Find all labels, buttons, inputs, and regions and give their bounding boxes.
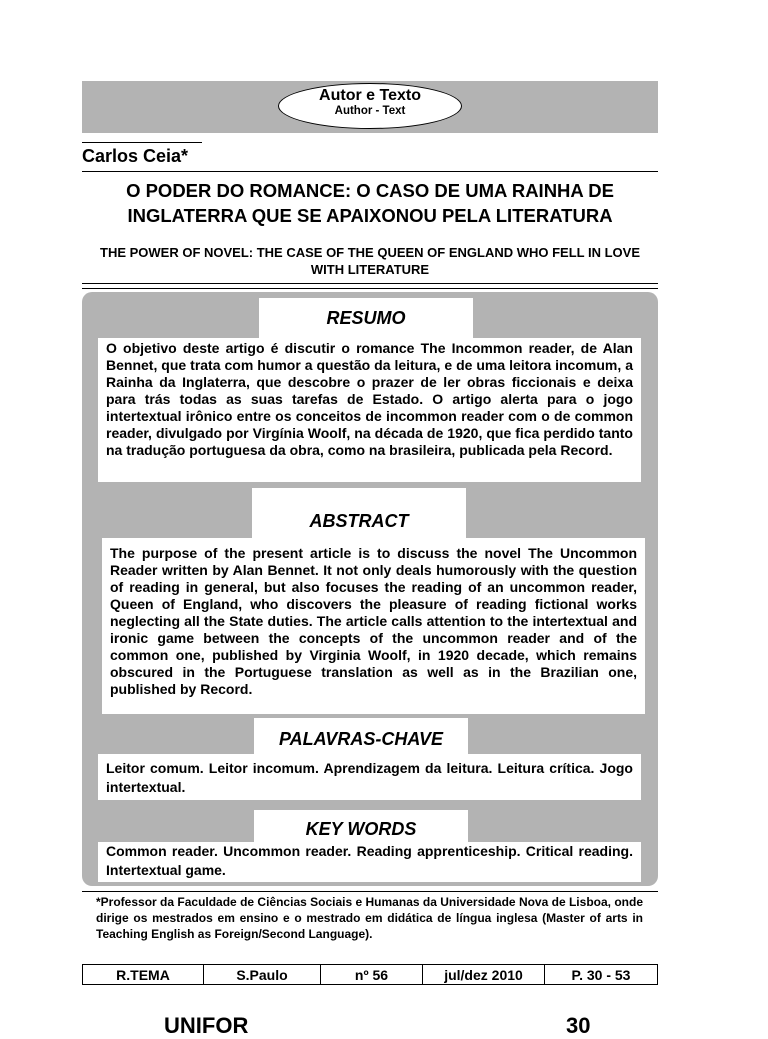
city-cell: S.Paulo	[204, 965, 321, 985]
author-name: Carlos Ceia*	[82, 146, 189, 166]
abstract-label: ABSTRACT	[252, 488, 466, 538]
period-cell: jul/dez 2010	[423, 965, 545, 985]
title-rule	[82, 288, 658, 289]
keywords-text: Common reader. Uncommon reader. Reading apprenticeship. Critical reading. Intertextual game.	[98, 842, 641, 882]
section-title: Autor e Texto	[319, 87, 421, 104]
pages-cell: P. 30 - 53	[545, 965, 658, 985]
bibliographic-strip	[82, 964, 658, 985]
article-title-en: THE POWER OF NOVEL: THE CASE OF THE QUEEN OF ENGLAND WHO FELL IN LOVE WITH LITERATURE	[100, 245, 640, 277]
resumo-text: O objetivo deste artigo é discutir o romance The Incommon reader, de Alan Bennet, que trata com humor a questão da leitura, e de uma leitora incomum, a Rainha da Inglaterra, que descobre o prazer de ler obras ficcionais e deixa para trás todas as suas tarefas de Estado. O artigo alerta para o jogo intertextual irônico entre os conceitos de incommon reader com o de common reader, divulgado por Virgínia Woolf, na década de 1920, que fica perdido tanto na tradução portuguesa da obra, como na brasileira, publicada pela Record.	[98, 338, 641, 482]
keywords-label: KEY WORDS	[254, 810, 468, 842]
palavras-chave-text: Leitor comum. Leitor incomum. Aprendizagem da leitura. Leitura crítica. Jogo intertextual.	[98, 754, 641, 800]
section-header-oval	[278, 83, 462, 129]
resumo-label: RESUMO	[259, 298, 473, 338]
title-rule	[82, 283, 658, 284]
abstract-text: The purpose of the present article is to discuss the novel The Uncommon Reader written by Alan Bennet. It not only deals humorously with the question of reading in general, but also focuses the reading of an uncommon reader, Queen of England, who discovers the pleasure of reading fictional works neglecting all the State duties. The article calls attention to the intertextual and ironic game between the concepts of the uncommon reader and of the common one, published by Virginia Woolf, in 1920 decade, which remains obscured in the Portuguese translation as well as in the Brazilian one, published by Record.	[102, 538, 645, 714]
section-subtitle: Author - Text	[334, 105, 406, 117]
palavras-chave-label: PALAVRAS-CHAVE	[254, 718, 468, 754]
institution-name: UNIFOR	[164, 1013, 249, 1038]
page-number: 30	[566, 1013, 591, 1038]
author-rule-top	[82, 142, 202, 143]
bibliographic-row	[83, 965, 658, 985]
author-footnote: *Professor da Faculdade de Ciências Sociais e Humanas da Universidade Nova de Lisboa, onde dirige os mestrados em ensino e o mestrado em didática de língua inglesa (Master of arts in Teaching English as Foreign/Second Language).	[96, 895, 643, 941]
author-rule-bottom	[82, 171, 658, 172]
footnote-rule	[82, 891, 658, 892]
journal-cell: R.TEMA	[83, 965, 204, 985]
issue-number-cell: nº 56	[321, 965, 423, 985]
article-title-pt: O PODER DO ROMANCE: O CASO DE UMA RAINHA DE INGLATERRA QUE SE APAIXONOU PELA LITERATURA	[126, 180, 614, 226]
